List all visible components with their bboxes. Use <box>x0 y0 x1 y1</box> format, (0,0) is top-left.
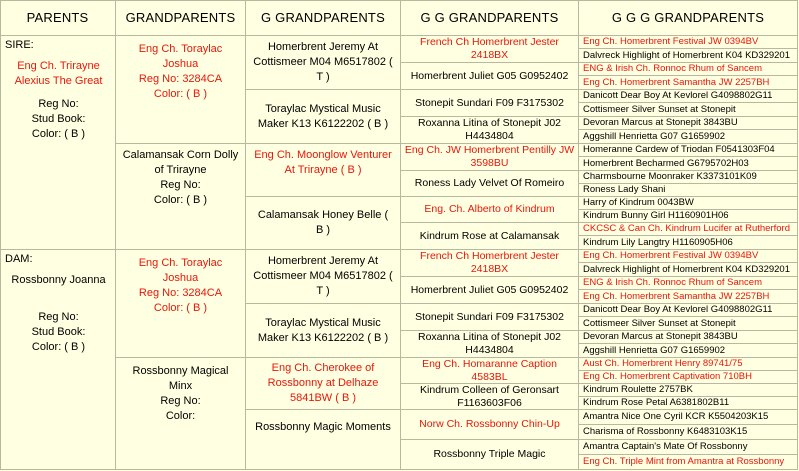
ggp7-line1: Eng Ch. Cherokee of <box>271 362 375 374</box>
gg-grandparent-13-line2: 4583BL <box>471 370 508 383</box>
gp-sd-line3: Reg No: <box>160 179 201 191</box>
gg-grandparent-9 <box>401 250 579 277</box>
ggg-grandparent-3: ENG & Irish Ch. Ronnoc Rhum of Sancem <box>579 63 798 76</box>
gg-grandparent-9-line2: 2418BX <box>470 263 509 275</box>
dam-color: Color: ( B ) <box>31 341 86 353</box>
ggg-grandparent-2: Dalvreck Highlight of Homerbrent K04 KD329201 <box>579 49 798 63</box>
gg-grandparent-7 <box>401 197 579 223</box>
ggg-grandparent-6: Cottismeer Silver Sunset at Stonepit <box>579 103 798 117</box>
gg-grandparent-15-line1: Norw Ch. Rossbonny Chin-Up <box>419 418 560 430</box>
gp-ds-line1: Eng Ch. Toraylac <box>138 257 223 269</box>
gp-ds-line3: Reg No: 3284CA <box>138 287 223 299</box>
ggg-grandparent-26: Eng Ch. Homerbrent Captivation 710BH <box>579 371 798 384</box>
gg-grandparent-11-line1: Stonepit Sundari F09 F3175302 <box>415 310 564 323</box>
ggp7-line2: Rossbonny at Delhaze <box>267 377 379 389</box>
g-grandparent-5 <box>246 250 401 304</box>
grandparent-sire-sire <box>116 36 246 144</box>
gp-ds-line4: Color: ( B ) <box>153 302 208 314</box>
gg-grandparent-2 <box>401 63 579 90</box>
dam-name: Rossbonny Joanna <box>11 274 106 286</box>
gg-grandparent-14-line1: Kindrum Colleen of Geronsart <box>420 383 559 396</box>
header-parents <box>0 0 116 36</box>
header-gg-grandparents <box>401 0 579 36</box>
gg-grandparent-11 <box>401 304 579 331</box>
gp-ss-line2: Joshua <box>162 58 199 70</box>
ggp3-line1: Eng Ch. Moonglow Venturer <box>254 149 392 161</box>
ggp5-line3: T ) <box>316 285 330 297</box>
ggg-grandparent-20: Eng Ch. Homerbrent Samantha JW 2257BH <box>579 290 798 304</box>
gg-grandparent-12-line2: H4434804 <box>465 344 514 356</box>
gp-dd-line4: Color: <box>165 410 196 422</box>
sire-name-line1: Eng Ch. Trirayne <box>17 60 100 72</box>
gg-grandparent-6-line1: Roness Lady Velvet Of Romeiro <box>414 177 565 189</box>
gg-grandparent-14-line2: F1163603F06 <box>457 396 522 409</box>
gg-grandparent-16 <box>401 440 579 470</box>
ggg-grandparent-13: Harry of Kindrum 0043BW <box>579 197 798 210</box>
g-grandparent-6 <box>246 304 401 358</box>
gg-grandparent-10 <box>401 277 579 304</box>
gp-ds-line2: Joshua <box>162 272 199 284</box>
ggg-grandparent-30: Charisma of Rossbonny K6483103K15 <box>579 425 798 440</box>
ggg-grandparent-29: Amantra Nice One Cyril KCR K5504203K15 <box>579 410 798 425</box>
ggp1-line3: T ) <box>316 71 330 83</box>
dam-stud: Stud Book: <box>31 326 86 338</box>
ggg-grandparent-5: Danicott Dear Boy At Kevlorel G4098802G11 <box>579 90 798 103</box>
ggp6-line1: Toraylac Mystical Music <box>265 316 381 329</box>
gg-grandparent-12 <box>401 331 579 358</box>
sire-label: SIRE: <box>5 39 34 51</box>
sire-cell <box>0 36 116 250</box>
ggg-grandparent-23: Devoran Marcus at Stonepit 3843BU <box>579 331 798 344</box>
dam-reg: Reg No: <box>38 311 79 323</box>
ggp1-line2: Cottismeer M04 M6517802 ( <box>253 56 393 68</box>
header-ggg-grandparents <box>579 0 798 36</box>
header-gg-grandparents-label: G G GRANDPARENTS <box>420 10 559 25</box>
grandparent-dam-sire <box>116 250 246 358</box>
gg-grandparent-5-line2: 3598BU <box>470 157 509 169</box>
ggg-grandparent-27: Kindrum Roulette 2757BK <box>579 384 798 397</box>
g-grandparent-1 <box>246 36 401 90</box>
sire-name-line2: Alexius The Great <box>14 75 103 87</box>
ggg-grandparent-16: Kindrum Lily Langtry H1160905H06 <box>579 236 798 250</box>
ggp2-line1: Toraylac Mystical Music <box>265 102 381 115</box>
ggp5-line1: Homerbrent Jeremy At <box>267 255 379 267</box>
gg-grandparent-7-line1: Eng. Ch. Alberto of Kindrum <box>424 203 555 215</box>
ggg-grandparent-1: Eng Ch. Homerbrent Festival JW 0394BV <box>579 36 798 49</box>
sire-details <box>5 97 112 142</box>
ggg-grandparent-8: Aggshill Henrietta G07 G1659902 <box>579 130 798 144</box>
gg-grandparent-3 <box>401 90 579 117</box>
gg-grandparent-8 <box>401 223 579 250</box>
gg-grandparent-1 <box>401 36 579 63</box>
gg-grandparent-3-line1: Stonepit Sundari F09 F3175302 <box>415 96 564 109</box>
ggg-grandparent-19: ENG & Irish Ch. Ronnoc Rhum of Sancem <box>579 277 798 290</box>
gg-grandparent-15 <box>401 410 579 440</box>
g-grandparent-7 <box>246 358 401 410</box>
gp-sd-line1: Calamansak Corn Dolly <box>122 149 239 161</box>
sire-color: Color: ( B ) <box>31 128 86 140</box>
ggg-grandparent-22: Cottismeer Silver Sunset at Stonepit <box>579 317 798 331</box>
ggg-grandparent-25: Aust Ch. Homerbrent Henry 89741/75 <box>579 358 798 371</box>
gg-grandparent-10-line1: Homerbrent Juliet G05 G0952402 <box>410 283 569 296</box>
gp-dd-line2: Minx <box>168 380 193 392</box>
ggp5-line2: Cottismeer M04 M6517802 ( <box>253 270 393 282</box>
ggg-grandparent-28: Kindrum Rose Petal A6381802B11 <box>579 397 798 410</box>
header-grandparents <box>116 0 246 36</box>
gg-grandparent-4-line1: Roxanna Litina of Stonepit J02 <box>417 117 562 129</box>
gg-grandparent-6 <box>401 171 579 197</box>
sire-stud: Stud Book: <box>31 113 86 125</box>
ggg-grandparent-15: CKCSC & Can Ch. Kindrum Lucifer at Rutherford <box>579 223 798 236</box>
gp-dd-line3: Reg No: <box>160 395 201 407</box>
gp-ss-line1: Eng Ch. Toraylac <box>138 43 223 55</box>
ggp7-line3: 5841BW ( B ) <box>289 392 357 404</box>
header-ggg-grandparents-label: G G G GRANDPARENTS <box>611 10 765 25</box>
grandparent-sire-dam <box>116 144 246 250</box>
gg-grandparent-14 <box>401 384 579 410</box>
ggg-grandparent-7: Devoran Marcus at Stonepit 3843BU <box>579 117 798 130</box>
ggg-grandparent-32: Eng Ch. Triple Mint from Amantra at Rossbonny <box>579 455 798 470</box>
ggp8-line1: Rossbonny Magic Moments <box>255 421 391 433</box>
dam-label: DAM: <box>5 253 33 265</box>
ggp3-line2: At Trirayne ( B ) <box>284 164 362 176</box>
dam-details <box>5 310 112 355</box>
header-grandparents-label: GRANDPARENTS <box>125 10 236 25</box>
gg-grandparent-2-line1: Homerbrent Juliet G05 G0952402 <box>410 69 569 82</box>
header-g-grandparents-label: G GRANDPARENTS <box>261 10 385 25</box>
gg-grandparent-9-line1: French Ch Homerbrent Jester <box>420 250 559 262</box>
gg-grandparent-4 <box>401 117 579 144</box>
gg-grandparent-12-line1: Roxanna Litina of Stonepit J02 <box>417 331 562 343</box>
g-grandparent-3 <box>246 144 401 197</box>
gg-grandparent-5 <box>401 144 579 171</box>
ggg-grandparent-4: Eng Ch. Homerbrent Samantha JW 2257BH <box>579 76 798 90</box>
gg-grandparent-13-line1: Eng Ch. Homaranne Caption <box>422 357 557 370</box>
g-grandparent-4 <box>246 197 401 250</box>
ggp2-line2: Maker K13 K6122202 ( B ) <box>257 117 389 130</box>
gg-grandparent-5-line1: Eng Ch. JW Homerbrent Pentilly JW <box>404 144 575 156</box>
ggg-grandparent-12: Roness Lady Shani <box>579 184 798 197</box>
gg-grandparent-13 <box>401 358 579 384</box>
ggp4-line1: Calamansak Honey Belle ( <box>257 209 389 221</box>
gg-grandparent-16-line1: Rossbonny Triple Magic <box>433 448 546 460</box>
g-grandparent-8 <box>246 410 401 470</box>
dam-cell <box>0 250 116 470</box>
gp-dd-line1: Rossbonny Magical <box>132 365 229 377</box>
ggg-grandparent-21: Danicott Dear Boy At Kevlorel G4098802G11 <box>579 304 798 317</box>
ggg-grandparent-31: Amantra Captain's Mate Of Rossbonny <box>579 440 798 455</box>
g-grandparent-2 <box>246 90 401 144</box>
ggp1-line1: Homerbrent Jeremy At <box>267 41 379 53</box>
ggg-grandparent-14: Kindrum Bunny Girl H1160901H06 <box>579 210 798 223</box>
gp-sd-line2: of Trirayne <box>154 164 207 176</box>
grandparent-dam-dam <box>116 358 246 470</box>
header-g-grandparents <box>246 0 401 36</box>
gg-grandparent-8-line1: Kindrum Rose at Calamansak <box>419 229 560 242</box>
header-parents-label: PARENTS <box>26 10 89 25</box>
sire-name <box>5 59 112 89</box>
gp-sd-line4: Color: ( B ) <box>153 194 208 206</box>
gp-ss-line4: Color: ( B ) <box>153 88 208 100</box>
ggg-grandparent-11: Charmsbourne Moonraker K3373101K09 <box>579 171 798 184</box>
gp-ss-line3: Reg No: 3284CA <box>138 73 223 85</box>
ggg-grandparent-17: Eng Ch. Homerbrent Festival JW 0394BV <box>579 250 798 263</box>
ggg-grandparent-18: Dalvreck Highlight of Homerbrent K04 KD329201 <box>579 263 798 277</box>
gg-grandparent-1-line2: 2418BX <box>470 49 509 61</box>
sire-reg: Reg No: <box>38 98 79 110</box>
ggg-grandparent-24: Aggshill Henrietta G07 G1659902 <box>579 344 798 358</box>
gg-grandparent-1-line1: French Ch Homerbrent Jester <box>420 36 559 48</box>
ggp4-line2: B ) <box>315 224 331 236</box>
ggp6-line2: Maker K13 K6122202 ( B ) <box>257 331 389 344</box>
ggg-grandparent-10: Homerbrent Becharmed G6795702H03 <box>579 157 798 171</box>
ggg-grandparent-9: Homeranne Cardew of Triodan F0541303F04 <box>579 144 798 157</box>
gg-grandparent-4-line2: H4434804 <box>465 130 514 142</box>
